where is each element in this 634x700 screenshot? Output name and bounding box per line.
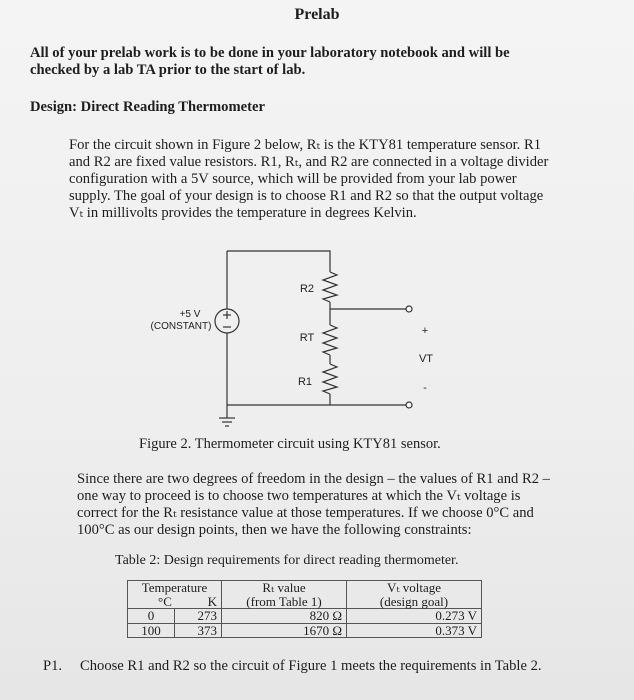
paragraph-1-line-1: For the circuit shown in Figure 2 below, Rₜ is the KTY81 temperature sensor. R1 bbox=[69, 137, 542, 153]
problem-p1-text: Choose R1 and R2 so the circuit of Figure 1 meets the requirements in Table 2. bbox=[80, 658, 542, 674]
vt-plus-terminal bbox=[406, 306, 412, 312]
vt-minus-label: - bbox=[423, 382, 427, 394]
kelvin-header: K bbox=[207, 593, 217, 609]
vt-plus-label: + bbox=[421, 325, 429, 337]
paragraph-2-line-1: Since there are two degrees of freedom in the design – the values of R1 and R2 – bbox=[77, 471, 550, 487]
design-heading: Design: Direct Reading Thermometer bbox=[30, 99, 265, 115]
row-1-vt: 0.273 V bbox=[347, 609, 482, 624]
r1-resistor-symbol bbox=[323, 364, 337, 394]
intro-line-2: checked by a lab TA prior to the start of lab. bbox=[30, 62, 306, 78]
temperature-header: Temperature bbox=[141, 580, 208, 595]
r2-label: R2 bbox=[299, 283, 315, 295]
rt-header-line-2: (from Table 1) bbox=[246, 593, 322, 609]
page-title: Prelab bbox=[294, 6, 340, 23]
paragraph-2-line-2: one way to proceed is to choose two temperatures at which the Vₜ voltage is bbox=[77, 488, 521, 504]
paragraph-2-line-4: 100°C as our design points, then we have the following constraints: bbox=[77, 522, 472, 538]
row-2-kelvin: 373 bbox=[175, 623, 222, 638]
table-header-row bbox=[128, 581, 482, 609]
row-1-rt: 820 Ω bbox=[222, 609, 347, 624]
row-2-rt: 1670 Ω bbox=[222, 623, 347, 638]
vt-header-line-1: Vₜ voltage bbox=[386, 580, 442, 595]
paragraph-1-line-2: and R2 are fixed value resistors. R1, Rₜ, and R2 are connected in a voltage divider bbox=[69, 154, 549, 170]
rt-label: RT bbox=[299, 332, 315, 344]
vt-header-line-2: (design goal) bbox=[379, 593, 449, 609]
design-requirements-table bbox=[127, 580, 482, 638]
vt-header-cell bbox=[347, 581, 482, 609]
paragraph-1-line-4: supply. The goal of your design is to choose R1 and R2 so that the output voltage bbox=[69, 188, 544, 204]
rt-header-cell bbox=[222, 581, 347, 609]
vt-minus-terminal bbox=[406, 402, 412, 408]
table-caption: Table 2: Design requirements for direct reading thermometer. bbox=[115, 553, 459, 568]
celsius-header: °C bbox=[158, 593, 172, 609]
row-1-kelvin: 273 bbox=[175, 609, 222, 624]
intro-line-1: All of your prelab work is to be done in your laboratory notebook and will be bbox=[30, 45, 510, 61]
wire-vt-plus bbox=[330, 302, 406, 309]
paragraph-2-line-3: correct for the Rₜ resistance value at those temperatures. If we choose 0°C and bbox=[77, 505, 534, 521]
figure-caption: Figure 2. Thermometer circuit using KTY81 sensor. bbox=[139, 436, 441, 452]
rt-header-line-1: Rₜ value bbox=[262, 580, 306, 595]
problem-p1-label: P1. bbox=[43, 658, 63, 674]
row-2-celsius: 100 bbox=[128, 623, 175, 638]
table-row bbox=[128, 609, 482, 624]
r1-label: R1 bbox=[297, 376, 313, 388]
wire-top bbox=[227, 251, 330, 272]
r2-resistor-symbol bbox=[323, 272, 337, 302]
source-voltage-label: +5 V bbox=[179, 309, 201, 320]
temperature-header-cell bbox=[128, 581, 222, 609]
row-1-celsius: 0 bbox=[128, 609, 175, 624]
paragraph-1-line-5: Vₜ in millivolts provides the temperature in degrees Kelvin. bbox=[69, 205, 417, 221]
row-2-vt: 0.373 V bbox=[347, 623, 482, 638]
vt-label: VT bbox=[418, 353, 434, 365]
source-constant-label: (CONSTANT) bbox=[150, 321, 212, 332]
table-row bbox=[128, 623, 482, 638]
rt-resistor-symbol bbox=[323, 325, 337, 355]
paragraph-1-line-3: configuration with a 5V source, which will be provided from your lab power bbox=[69, 171, 517, 187]
